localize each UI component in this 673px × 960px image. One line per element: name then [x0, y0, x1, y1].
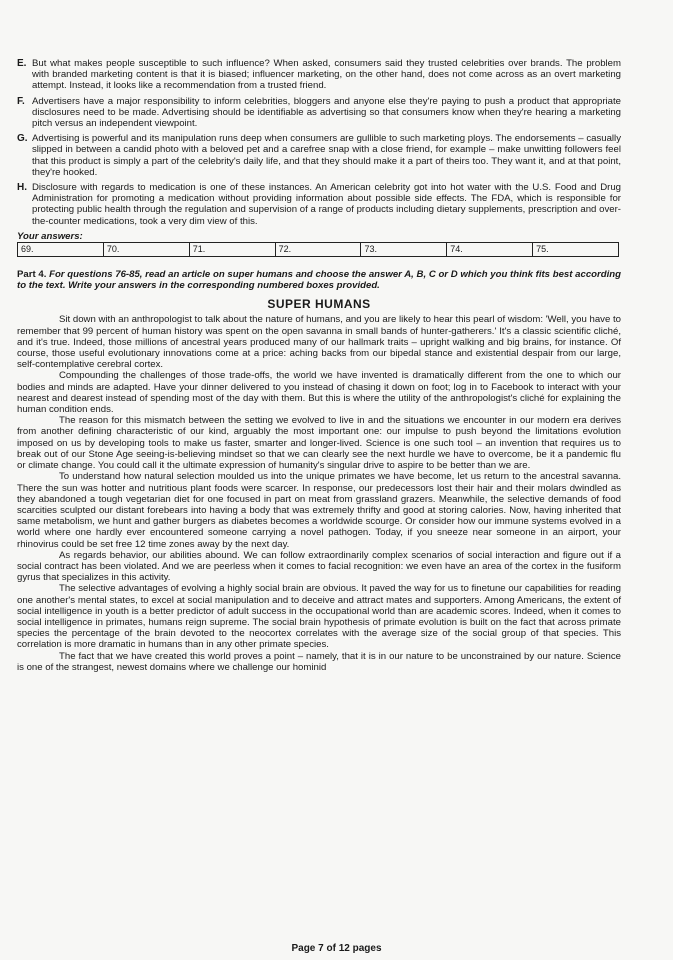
answer-box-72[interactable]: 72.: [276, 243, 362, 256]
article-paragraph: As regards behavior, our abilities abound. We can follow extraordinarily complex scenarios of social interaction and figure out if a social contract has been violated. And we are peerless when it comes to facial recognition: we even have an area of the cortex in the fusiform gyrus that specializes in this activity.: [17, 549, 621, 584]
paragraph-letter: G.: [17, 133, 28, 145]
article-paragraph: Sit down with an anthropologist to talk about the nature of humans, and you are likely to hear this pearl of wisdom: 'Well, you have to remember that 99 percent of human history was spent on the open savanna in small bands of hunter-gatherers.' It's a classic scientific cliché, and it's true. Indeed, those millions of ancestral years produced many of our hallmark traits – upright walking and big brains, for instance. Of course, those useful evolutionary innovations come at a price: aching backs from our bipedal stance and existential despair from our large, self-contemplative cerebral cortex.: [17, 314, 621, 371]
paragraph-h: [17, 182, 621, 227]
article-paragraph: Compounding the challenges of those trade-offs, the world we have invented is dramatically different from the one to which our bodies and minds are adapted. Have your dinner delivered to you instead of chasing it down on foot; log in to Facebook to interact with your nearest and dearest instead of spending most of the day with them. But this is where the utility of the anthropologist's cliché for explaining the human condition ends.: [17, 370, 621, 416]
paragraph-text: Advertisers have a major responsibility to inform celebrities, bloggers and anyone else they're paying to push a product that appropriate disclosures need to be made. Advertising should be identifiable as advertising so that consumers know when they're hearing a marketing pitch versus an independent viewpoint.: [32, 95, 621, 130]
answer-box-75[interactable]: 75.: [536, 244, 549, 255]
article-paragraph: The reason for this mismatch between the setting we evolved to live in and the situations we encounter in our modern era derives from another defining characteristic of our kind, arguably the most important one: our impulse to push beyond the limitations evolution imposed on us by developing tools to make us faster, smarter and longer-lived. Science is one such tool – an invention that requires us to break out of our Stone Age seeing-is-believing mindset so that we can clearly see the next hurdle we have to overcome, be it a pandemic flu or climate change. You could call it the ultimate expression of humanity's singular drive to aspire to be better than we are.: [17, 415, 621, 472]
answers-label: Your answers:: [17, 230, 83, 242]
paragraph-letter: F.: [17, 95, 25, 107]
part-label: Part 4.: [17, 269, 47, 281]
part-instruction-text: For questions 76-85, read an article on super humans and choose the answer A, B, C or D which you think fits best according to the text. Write your answers in the corresponding numbered boxes provided.: [17, 269, 621, 292]
article-paragraph: To understand how natural selection moulded us into the unique primates we have become, let us return to the ancestral savanna. There the sun was hotter and nutritious plant foods were scarcer. In response, our predecessors lost their hair and their molars dwindled as they abandoned a tough vegetarian diet for one focused in part on meat from grassland grazers. Meanwhile, the selective demands of food scarcities sculpted our distant forebears into having a body that was extremely thrifty and good at storing calories. Now, having inherited that same metabolism, we hunt and gather burgers as diabetes becomes a worldwide scourge. Or consider how our immune systems evolved in a world where one hardly ever encountered someone carrying a novel pathogen. Today, if you sneeze near someone in an airport, your rhinovirus could be set free 12 time zones away by the next day.: [17, 471, 621, 550]
answers-table: [17, 242, 619, 257]
paragraph-text: Advertising is powerful and its manipulation runs deep when consumers are gullible to such marketing ploys. The endorsements – casually slipped in between a candid photo with a beloved pet and a carefree snap with a close friend, for example – make unwitting followers feel that this product is simply a part of the celebrity's daily life, and that they should make it a part of theirs too. They want it, and at that point, they're hooked.: [32, 133, 621, 178]
paragraph-letter: E.: [17, 58, 27, 69]
answer-box-71[interactable]: 71.: [190, 243, 276, 256]
part-4-instruction: [17, 269, 621, 291]
article-paragraph: The selective advantages of evolving a highly social brain are obvious. It paved the way for us to finetune our capabilities for reading one another's mental states, to excel at social manipulation and to deceive and attract mates and supporters. Among Americans, the extent of social intelligence in youth is a better predictor of adult success in the occupational world than are academic scores. Indeed, when it comes to social intelligence in primates, humans reign supreme. The social brain hypothesis of primate evolution is built on the fact that across primate species the percentage of the brain devoted to the neocortex correlates with the average size of the social group of that species. This correlation is more dramatic in humans than in any other primate species.: [17, 583, 621, 651]
paragraph-e: [17, 58, 621, 92]
article-paragraph: The fact that we have created this world proves a point – namely, that it is in our nature to be unconstrained by our nature. Science is one of the strangest, newest domains where we challenge our hominid: [17, 650, 621, 673]
answer-box-69[interactable]: 69.: [18, 243, 104, 256]
paragraph-g: [17, 133, 621, 178]
article-body: [17, 314, 621, 673]
article-title: SUPER HUMANS: [267, 297, 371, 312]
answer-box-70[interactable]: 70.: [104, 243, 190, 256]
page-number-footer: Page 7 of 12 pages: [291, 943, 382, 954]
answer-box-73[interactable]: 73.: [361, 243, 447, 256]
paragraph-text: Disclosure with regards to medication is one of these instances. An American celebrity got into hot water with the U.S. Food and Drug Administration for promoting a medication without providing information about possible side effects. The FDA, which is responsible for protecting public health through the regulation and supervision of a range of products including dietary supplements, prescription and over-the-counter medications, took a very dim view of this.: [32, 182, 621, 227]
paragraph-text: But what makes people susceptible to such influence? When asked, consumers said they trusted celebrities over brands. The problem with branded marketing content is that it is biased; influencer marketing, on the other hand, does not come across as an overt marketing attempt. Instead, it looks like a recommendation from a trusted friend.: [32, 58, 621, 92]
paragraph-letter: H.: [17, 182, 27, 194]
paragraph-f: [17, 96, 621, 130]
answer-box-74[interactable]: 74.: [447, 243, 533, 256]
